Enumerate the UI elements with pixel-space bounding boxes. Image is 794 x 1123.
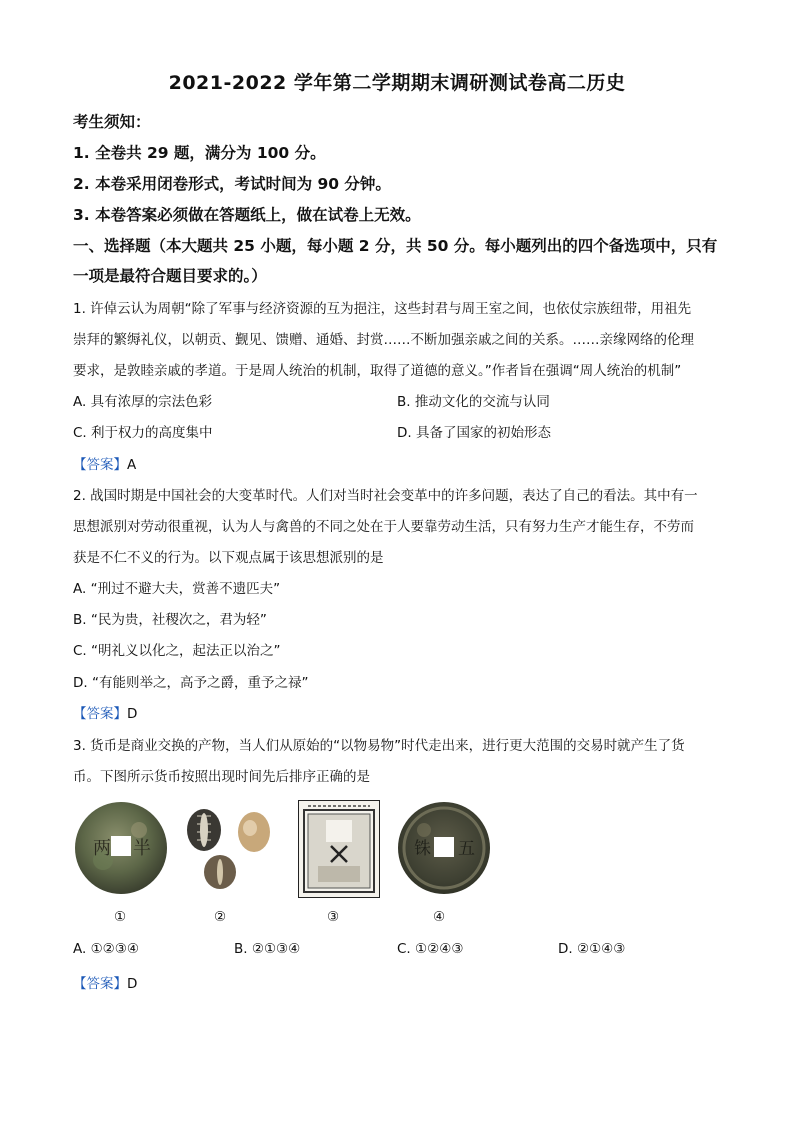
figure-caption-3: ③ (326, 909, 340, 925)
coin-wu-zhu-image (396, 800, 492, 896)
q1-stem-line3: 要求，是敦睦亲戚的孝道。于是周人统治的机制，取得了道德的意义。”作者旨在强调“周人统治的机制” (73, 363, 682, 379)
coin1-char-left: 两 (93, 838, 111, 859)
notice-heading: 考生须知： (73, 113, 151, 131)
figure-caption-2: ② (213, 909, 227, 925)
q2-stem-line1: 2. 战国时期是中国社会的大变革时代。人们对当时社会变革中的许多问题，表达了自己的看法。其中有一 (73, 488, 698, 504)
coin-ban-liang-image (73, 800, 169, 896)
q3-option-b: B. ②①③④ (234, 941, 301, 957)
q2-stem-line3: 获是不仁不义的行为。以下观点属于该思想派别的是 (73, 550, 384, 566)
notice-item-1: 1. 全卷共 29 题，满分为 100 分。 (73, 144, 326, 162)
figure-caption-4: ④ (432, 909, 446, 925)
q2-option-c: C. “明礼义以化之，起法正以治之” (73, 643, 281, 659)
q1-option-b: B. 推动文化的交流与认同 (397, 394, 550, 410)
section-heading-line1: 一、选择题（本大题共 25 小题，每小题 2 分，共 50 分。每小题列出的四个备选项中，只有 (73, 237, 718, 255)
shell-money-image (180, 804, 280, 894)
coin4-char-right: 五 (458, 839, 475, 859)
q1-option-c: C. 利于权力的高度集中 (73, 425, 213, 441)
q3-option-d: D. ②①④③ (558, 941, 626, 957)
coin4-char-left: 铢 (414, 839, 431, 859)
q2-option-d: D. “有能则举之，高予之爵，重予之禄” (73, 675, 309, 691)
figure-caption-1: ① (113, 909, 127, 925)
answer-label: 【答案】 (73, 706, 127, 722)
notice-item-3: 3. 本卷答案必须做在答题纸上，做在试卷上无效。 (73, 206, 421, 224)
q2-stem-line2: 思想派别对劳动很重视，认为人与禽兽的不同之处在于人要靠劳动生活，只有努力生产才能生存，不劳而 (73, 519, 694, 535)
q2-option-a: A. “刑过不避大夫，赏善不遗匹夫” (73, 581, 281, 597)
q2-option-b: B. “民为贵，社稷次之，君为轻” (73, 612, 267, 628)
notice-item-2: 2. 本卷采用闭卷形式，考试时间为 90 分钟。 (73, 175, 391, 193)
q3-stem-line2: 币。下图所示货币按照出现时间先后排序正确的是 (73, 769, 370, 785)
q1-stem-line1: 1. 许倬云认为周朝“除了军事与经济资源的互为挹注，这些封君与周王室之间，也依仗宗族纽带，用祖先 (73, 301, 692, 317)
q3-option-c: C. ①②④③ (397, 941, 464, 957)
q3-answer-value: D (127, 976, 138, 992)
q2-answer-value: D (127, 706, 138, 722)
paper-money-image (298, 800, 380, 898)
q1-option-d: D. 具备了国家的初始形态 (397, 425, 551, 441)
coin1-char-right: 半 (133, 838, 151, 859)
q3-stem-line1: 3. 货币是商业交换的产物，当人们从原始的“以物易物”时代走出来，进行更大范围的交易时就产生了货 (73, 738, 685, 754)
answer-label: 【答案】 (73, 976, 127, 992)
section-heading-line2: 一项是最符合题目要求的。） (73, 267, 267, 285)
q3-answer (73, 972, 137, 992)
q1-answer-value: A (127, 457, 137, 473)
q1-option-a: A. 具有浓厚的宗法色彩 (73, 394, 213, 410)
q2-answer (73, 702, 137, 722)
page-title: 2021-2022 学年第二学期期末调研测试卷高二历史 (168, 72, 626, 94)
answer-label: 【答案】 (73, 457, 127, 473)
q1-answer (73, 453, 136, 473)
q3-option-a: A. ①②③④ (73, 941, 139, 957)
q1-stem-line2: 崇拜的繁缛礼仪，以朝贡、觐见、馈赠、通婚、封赏……不断加强亲戚之间的关系。……亲缘网络的伦理 (73, 332, 694, 348)
